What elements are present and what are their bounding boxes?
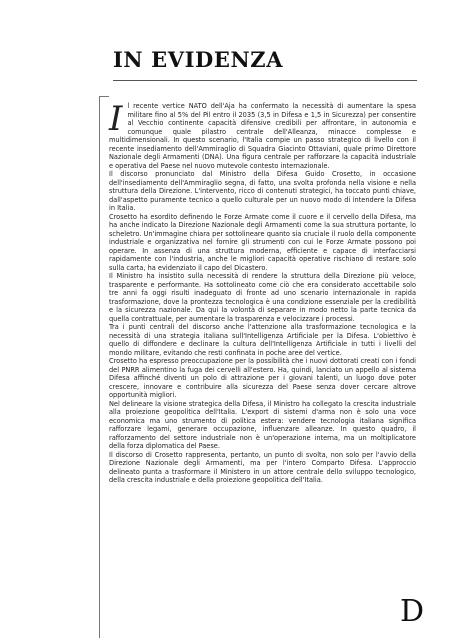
publication-logo: D	[400, 594, 425, 629]
article-paragraph-3: Crosetto ha esordito definendo le Forze Armate come il cuore e il cervello della Difesa, ma ha anche indicato la Direzione Nazionale degli Armamenti come la sua struttura portante, lo scheletro. Un'immagine chiara per sottolineare quanto sia cruciale il ruolo della componente industriale e organizzativa nel fornire gli strumenti con cui le Forze Armate possono poi operare. In assenza di una struttura moderna, efficiente e capace di interfacciarsi rapidamente con l'industria, anche le migliori capacità operative rischiano di restare solo sulla carta, ha evidenziato il capo del Dicastero.	[109, 212, 416, 272]
article-paragraph-2: Il discorso pronunciato dal Ministro della Difesa Guido Crosetto, in occasione dell'insediamento dell'Ammiraglio segna, di fatto, una svolta profonda nella visione e nella struttura della Direzione. L'intervento, ricco di contenuti strategici, ha toccato punti chiave, dall'aspetto puramente tecnico a quello culturale per un nuovo modo di intendere la Difesa in Italia.	[109, 170, 416, 212]
article-paragraph-5: Tra i punti centrali del discorso anche l'attenzione alla trasformazione tecnologica e la necessità di una strategia italiana sull'Intelligenza Artificiale per la Difesa. L'obiettivo è quello di diffondere e declinare la cultura dell'Intelligenza Artificiale in tutti i livelli del mondo militare, evitando che resti confinata in poche aree del vertice.	[109, 323, 416, 357]
article-body	[109, 99, 416, 485]
article-paragraph-8: Il discorso di Crosetto rappresenta, pertanto, un punto di svolta, non solo per l'avvio della Direzione Nazionale degli Armamenti, ma per l'intero Comparto Difesa. L'approccio delineato punta a trasformare il Ministero in un attore centrale dello sviluppo tecnologico, della crescita industriale e della proiezione geopolitica dell'Italia.	[109, 450, 416, 484]
article-paragraph-6: Crosetto ha espresso preoccupazione per la possibilità che i nuovi dottorati creati con i fondi del PNRR alimentino la fuga dei cervelli all'estero. Ha, quindi, lanciato un appello al sistema Difesa affinché diventi un polo di attrazione per i giovani talenti, un luogo dove poter crescere, innovare e contribuire alla sicurezza del Paese senza dover cercare altrove opportunità migliori.	[109, 357, 416, 399]
article-paragraph-4: Il Ministro ha insistito sulla necessità di rendere la struttura della Direzione più veloce, trasparente e performante. Ha sottolineato come ciò che era considerato accettabile solo tre anni fa oggi risulti inadeguato di fronte ad uno scenario internazionale in rapida trasformazione, dove la prontezza tecnologica è una condizione essenziale per la credibilità e la sicurezza nazionale. Da qui la volontà di separare in modo netto la parte tecnica da quella contrattuale, per aumentare la trasparenza e velocizzare i processi.	[109, 272, 416, 323]
article-paragraph-1	[109, 99, 416, 170]
page-title: IN EVIDENZA	[113, 47, 284, 72]
title-divider	[113, 80, 417, 81]
article-paragraph-7: Nel delineare la visione strategica della Difesa, il Ministro ha collegato la crescita industriale alla proiezione geopolitica dell'Italia. L'export di sistemi d'arma non è solo una voce economica ma uno strumento di politica estera: vendere tecnologia italiana significa rafforzare legami, generare occupazione, influenzare alleanze. In questo quadro, il rafforzamento del settore industriale non è un'operazione interna, ma un moltiplicatore della forza diplomatica del Paese.	[109, 399, 416, 450]
frame-top-hook	[99, 96, 109, 97]
paragraph-text: l recente vertice NATO dell'Aja ha confermato la necessità di aumentare la spesa militare fino al 5% del Pil entro il 2035 (3,5 in Difesa e 1,5 in Sicurezza) per consentire al Vecchio continente capacità difensive credibili per affrontare, in autonomia e comunque quale pilastro centrale dell'Alleanza, minacce complesse e multidimensionali. In questo scenario, l'Italia compie un passo strategico di livello con il recente insediamento dell'Ammiraglio di Squadra Giacinto Ottaviani, quale primo Direttore Nazionale degli Armamenti (DNA). Una figura centrale per rafforzare la capacità industriale e operativa del Paese nel nuovo mutevole contesto internazionale.	[109, 102, 416, 170]
frame-vertical-rule	[99, 96, 100, 638]
drop-cap: I	[109, 99, 123, 139]
